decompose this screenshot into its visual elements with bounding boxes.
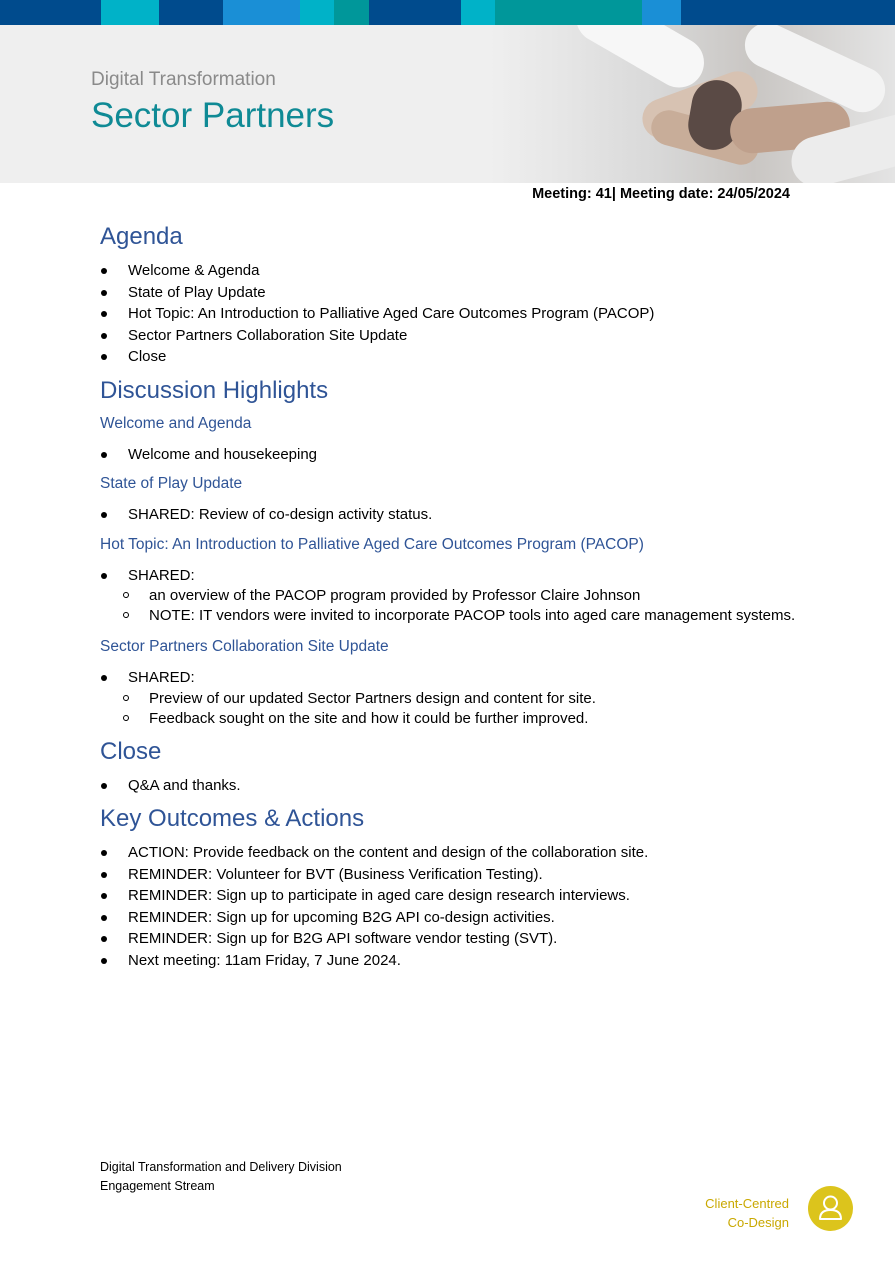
list-item: Sector Partners Collaboration Site Update (100, 325, 800, 347)
hot-topic-subheading: Hot Topic: An Introduction to Palliative Aged Care Outcomes Program (PACOP) (100, 535, 644, 553)
state-list (100, 504, 800, 526)
list-item: ACTION: Provide feedback on the content and design of the collaboration site. (100, 842, 800, 864)
person-icon (808, 1186, 853, 1231)
top-colour-band (0, 0, 895, 25)
hands-together-image (490, 25, 895, 183)
document-body (100, 222, 800, 971)
list-item: Next meeting: 11am Friday, 7 June 2024. (100, 950, 800, 972)
sub-list-item: NOTE: IT vendors were invited to incorporate PACOP tools into aged care management systems. (100, 606, 800, 626)
sub-list-item: Feedback sought on the site and how it could be further improved. (100, 709, 800, 729)
list-item: Welcome and housekeeping (100, 444, 800, 466)
list-item: Hot Topic: An Introduction to Palliative Aged Care Outcomes Program (PACOP) (100, 303, 800, 325)
close-list (100, 775, 800, 797)
band-segment (101, 0, 159, 25)
band-segment (223, 0, 300, 25)
hot-topic-sublist (100, 586, 800, 626)
sub-list-item: an overview of the PACOP program provided by Professor Claire Johnson (100, 586, 800, 606)
site-update-subheading: Sector Partners Collaboration Site Update (100, 638, 389, 655)
band-segment (681, 0, 895, 25)
tagline-line-2: Co-Design (727, 1215, 789, 1230)
band-segment (369, 0, 461, 25)
list-item: State of Play Update (100, 282, 800, 304)
list-item: SHARED: (100, 667, 800, 689)
page-title: Sector Partners (91, 96, 335, 135)
site-update-sublist (100, 689, 800, 729)
band-segment (495, 0, 642, 25)
footer-tagline (705, 1194, 789, 1232)
list-item: SHARED: (100, 565, 800, 587)
welcome-subheading: Welcome and Agenda (100, 414, 252, 432)
outcomes-heading: Key Outcomes & Actions (100, 805, 365, 832)
list-item: Q&A and thanks. (100, 775, 800, 797)
sub-list-item: Preview of our updated Sector Partners design and content for site. (100, 689, 800, 709)
agenda-list (100, 260, 800, 368)
footer-stream: Engagement Stream (100, 1179, 215, 1193)
band-segment (159, 0, 223, 25)
list-item: Welcome & Agenda (100, 260, 800, 282)
list-item: REMINDER: Volunteer for BVT (Business Verification Testing). (100, 864, 800, 886)
band-segment (0, 0, 101, 25)
band-segment (461, 0, 495, 25)
list-item: SHARED: Review of co-design activity status. (100, 504, 800, 526)
meeting-info: Meeting: 41| Meeting date: 24/05/2024 (532, 186, 790, 202)
band-segment (334, 0, 369, 25)
page-header (0, 25, 895, 183)
tagline-line-1: Client-Centred (705, 1196, 789, 1211)
band-segment (642, 0, 681, 25)
list-item: REMINDER: Sign up to participate in aged care design research interviews. (100, 885, 800, 907)
footer-division: Digital Transformation and Delivery Division (100, 1160, 342, 1174)
agenda-heading: Agenda (100, 223, 183, 250)
list-item: Close (100, 346, 800, 368)
welcome-list (100, 444, 800, 466)
close-heading: Close (100, 737, 162, 765)
client-centred-badge (808, 1186, 853, 1231)
outcomes-list (100, 842, 800, 971)
site-update-list (100, 667, 800, 689)
list-item: REMINDER: Sign up for B2G API software vendor testing (SVT). (100, 928, 800, 950)
hot-topic-list (100, 565, 800, 587)
state-subheading: State of Play Update (100, 475, 243, 492)
footer-division-block (100, 1158, 342, 1196)
header-kicker: Digital Transformation (91, 69, 276, 90)
band-segment (300, 0, 334, 25)
discussion-heading: Discussion Highlights (100, 376, 329, 404)
list-item: REMINDER: Sign up for upcoming B2G API co-design activities. (100, 907, 800, 929)
